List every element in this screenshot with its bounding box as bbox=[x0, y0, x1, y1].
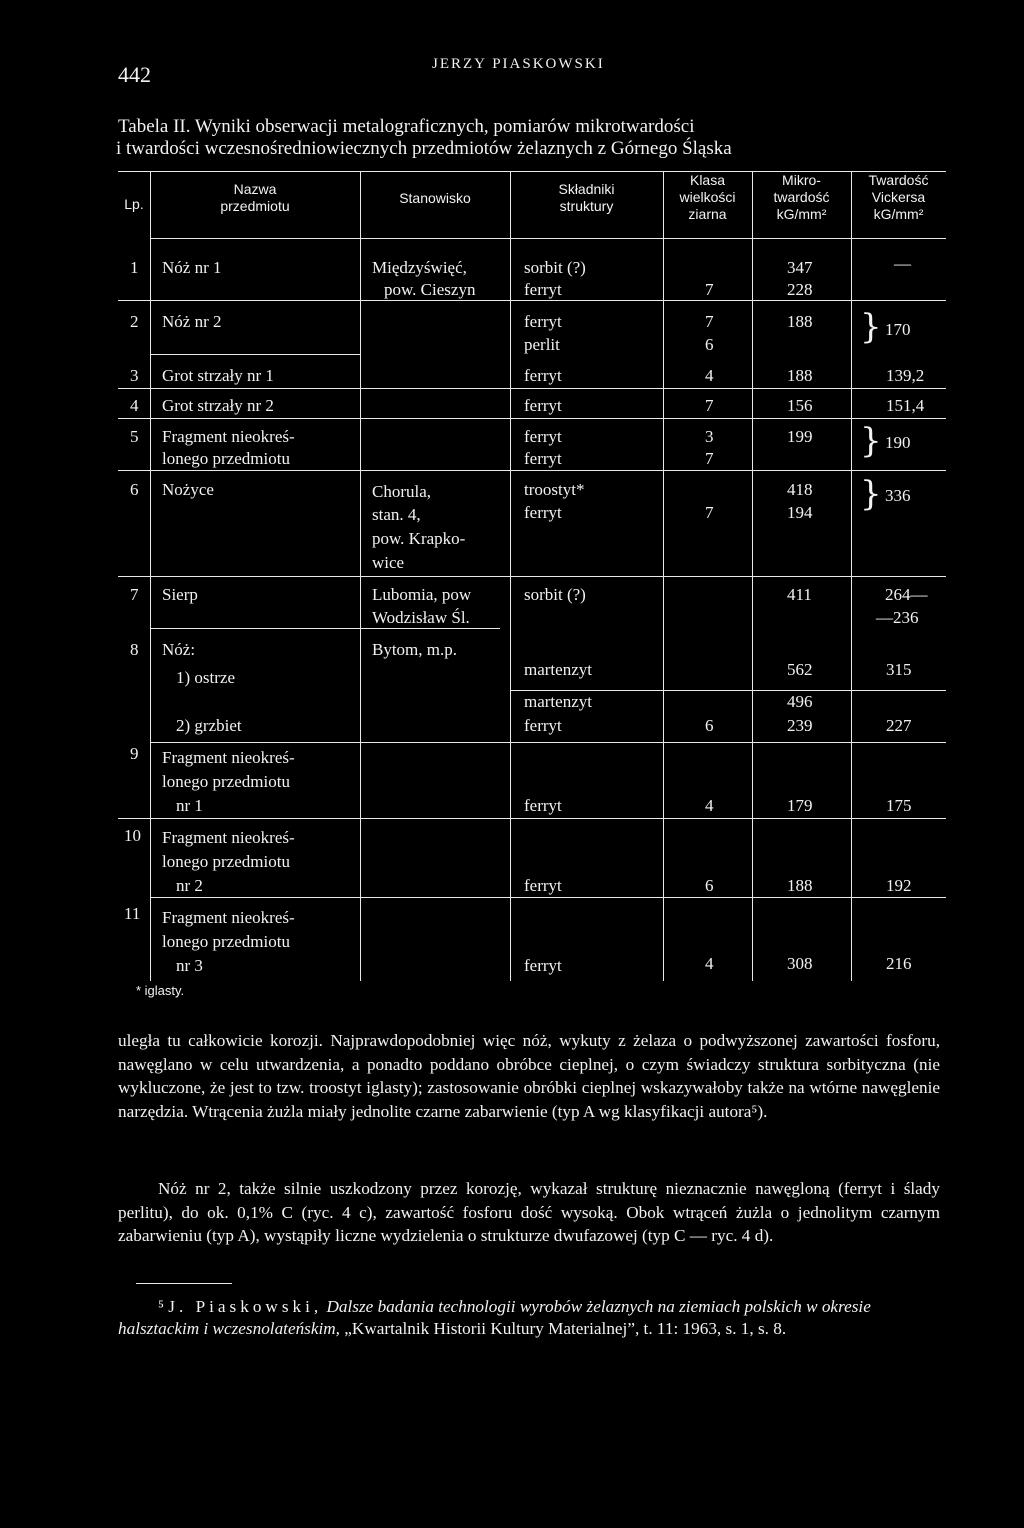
row-11-lp: 11 bbox=[124, 904, 141, 923]
row-5-klasa-1: 3 bbox=[705, 427, 714, 446]
row-8-skladnik-2: martenzyt bbox=[524, 692, 592, 711]
row-1-skladnik-2: ferryt bbox=[524, 280, 562, 299]
row-3-mikro: 188 bbox=[787, 366, 813, 385]
row-7-stanowisko-2: Wodzisław Śl. bbox=[372, 608, 470, 627]
row-5-nazwa-1: Fragment nieokreś- bbox=[162, 427, 295, 446]
footnote-rest: „Kwartalnik Historii Kultury Materialnej”, t. 11: 1963, s. 1, s. 8. bbox=[344, 1319, 787, 1338]
row-2-mikro: 188 bbox=[787, 312, 813, 331]
header-skladniki: Składniki struktury bbox=[558, 181, 615, 214]
row-2-klasa-2: 6 bbox=[705, 335, 714, 354]
row-6-stanowisko-1: Chorula, bbox=[372, 482, 432, 501]
row-10-mikro: 188 bbox=[787, 876, 813, 895]
row-9-nazwa-2: lonego przedmiotu bbox=[162, 772, 290, 791]
row-1-skladnik-1: sorbit (?) bbox=[524, 258, 586, 277]
row-1-mikro-1: 347 bbox=[787, 258, 813, 277]
row-5-brace: } bbox=[860, 421, 882, 461]
row-5-klasa-2: 7 bbox=[705, 449, 714, 468]
footnote-rule bbox=[136, 1283, 232, 1284]
row-6-brace: } bbox=[860, 474, 882, 514]
row-5-mikro: 199 bbox=[787, 427, 813, 446]
header-klasa: Klasa wielkości ziarna bbox=[679, 172, 736, 222]
row-8-mikro-1: 562 bbox=[787, 660, 813, 679]
row-11-nazwa-3: nr 3 bbox=[176, 956, 203, 975]
row-3-skladnik: ferryt bbox=[524, 366, 562, 385]
row-1-stanowisko-2: pow. Cieszyn bbox=[384, 280, 476, 299]
row-4-skladnik: ferryt bbox=[524, 396, 562, 415]
row-6-lp: 6 bbox=[130, 480, 139, 499]
row-5-nazwa-2: lonego przedmiotu bbox=[162, 449, 290, 468]
row-1-mikro-2: 228 bbox=[787, 280, 813, 299]
row-11-nazwa-2: lonego przedmiotu bbox=[162, 932, 290, 951]
row-10-klasa: 6 bbox=[705, 876, 714, 895]
row-1-vickers: — bbox=[894, 254, 911, 273]
paragraph-2: Nóż nr 2, także silnie uszkodzony przez korozję, wykazał strukturę nieznacznie nawęgloną (ferryt i ślady perlitu), do ok. 0,1% C (ryc. 4 c), zawartość fosforu dość wysoką. Obok wtrąceń żużla o jednolitym czarnym zabarwieniu (typ A), wystąpiły liczne wydzielenia o strukturze dwufazowej (typ C — ryc. 4 d). bbox=[118, 1179, 940, 1245]
row-5-lp: 5 bbox=[130, 427, 139, 446]
row-6-skladnik-2: ferryt bbox=[524, 503, 562, 522]
row-11-mikro: 308 bbox=[787, 954, 813, 973]
row-10-nazwa-3: nr 2 bbox=[176, 876, 203, 895]
row-4-klasa: 7 bbox=[705, 396, 714, 415]
row-9-klasa: 4 bbox=[705, 796, 714, 815]
row-11-skladnik: ferryt bbox=[524, 956, 562, 975]
row-8-klasa-3: 6 bbox=[705, 716, 714, 735]
row-2-skladnik-2: perlit bbox=[524, 335, 560, 354]
row-2-skladnik-1: ferryt bbox=[524, 312, 562, 331]
row-6-stanowisko-3: pow. Krapko- bbox=[372, 529, 466, 548]
row-8-skladnik-3: ferryt bbox=[524, 716, 562, 735]
row-3-lp: 3 bbox=[130, 366, 139, 385]
row-2-brace: } bbox=[860, 307, 882, 347]
header-lp: Lp. bbox=[124, 196, 144, 212]
row-7-lp: 7 bbox=[130, 585, 139, 604]
row-5-skladnik-2: ferryt bbox=[524, 449, 562, 468]
row-8-vickers-1: 315 bbox=[886, 660, 912, 679]
row-2-nazwa: Nóż nr 2 bbox=[162, 312, 222, 331]
row-9-nazwa-3: nr 1 bbox=[176, 796, 203, 815]
row-9-mikro: 179 bbox=[787, 796, 813, 815]
row-5-skladnik-1: ferryt bbox=[524, 427, 562, 446]
row-6-skladnik-1: troostyt* bbox=[524, 480, 585, 499]
table-footnote: * iglasty. bbox=[136, 983, 185, 998]
row-8-nazwa: Nóż: bbox=[162, 640, 196, 659]
row-7-nazwa: Sierp bbox=[162, 585, 198, 604]
footnote bbox=[118, 1296, 940, 1340]
row-6-nazwa: Nożyce bbox=[162, 480, 214, 499]
row-10-nazwa-1: Fragment nieokreś- bbox=[162, 828, 295, 847]
caption-line-2: i twardości wczesnośredniowiecznych przedmiotów żelaznych z Górnego Śląska bbox=[116, 138, 732, 159]
row-7-mikro: 411 bbox=[787, 585, 812, 604]
row-10-skladnik: ferryt bbox=[524, 876, 562, 895]
row-11-vickers: 216 bbox=[886, 954, 912, 973]
row-8-skladnik-1: martenzyt bbox=[524, 660, 592, 679]
caption-line-1: Tabela II. Wyniki obserwacji metalograficznych, pomiarów mikrotwardości bbox=[118, 116, 695, 137]
page-number: 442 bbox=[118, 62, 151, 87]
row-2-lp: 2 bbox=[130, 312, 139, 331]
row-8-vickers-3: 227 bbox=[886, 716, 912, 735]
running-head: JERZY PIASKOWSKI bbox=[432, 56, 605, 72]
row-10-vickers: 192 bbox=[886, 876, 912, 895]
row-6-vickers: 336 bbox=[885, 486, 911, 505]
row-7-vickers-2: —236 bbox=[876, 608, 919, 627]
row-1-klasa: 7 bbox=[705, 280, 714, 299]
paragraph-1: uległa tu całkowicie korozji. Najprawdopodobniej więc nóż, wykuty z żelaza o podwyższonej zawartości fosforu, nawęglano w celu utwardzenia, a ponadto poddano obróbce cieplnej, o czym świadczy struktura sorbityczna (nie wykluczone, że jest to tzw. troostyt iglasty); zastosowanie obróbki cieplnej wskazywałoby także na wtórne nawęglenie narzędzia. Wtrącenia żużla miały jednolite czarne zabarwienie (typ A wg klasyfikacji autora⁵). bbox=[118, 1031, 940, 1121]
row-5-vickers: 190 bbox=[885, 433, 911, 452]
row-3-nazwa: Grot strzały nr 1 bbox=[162, 366, 274, 385]
footnote-marker: ⁵ bbox=[158, 1297, 164, 1316]
row-11-klasa: 4 bbox=[705, 954, 714, 973]
footnote-title: Dalsze badania technologii wyrobów żelaznych na ziemiach polskich w okresie halsztackim i wczesnolateńskim, bbox=[118, 1297, 871, 1338]
row-9-vickers: 175 bbox=[886, 796, 912, 815]
row-2-vickers: 170 bbox=[885, 320, 911, 339]
row-9-skladnik: ferryt bbox=[524, 796, 562, 815]
row-6-klasa: 7 bbox=[705, 503, 714, 522]
header-mikrotwardosc: Mikro- twardość kG/mm² bbox=[773, 172, 830, 222]
row-8-sub-1: 1) ostrze bbox=[176, 668, 236, 687]
row-2-klasa-1: 7 bbox=[705, 312, 714, 331]
row-4-lp: 4 bbox=[130, 396, 139, 415]
row-7-skladnik: sorbit (?) bbox=[524, 585, 586, 604]
row-9-lp: 9 bbox=[130, 744, 139, 763]
row-8-sub-2: 2) grzbiet bbox=[176, 716, 242, 735]
header-vickers: Twardość Vickersa kG/mm² bbox=[868, 172, 929, 222]
row-8-lp: 8 bbox=[130, 640, 139, 659]
row-4-mikro: 156 bbox=[787, 396, 813, 415]
row-7-vickers-1: 264— bbox=[885, 585, 928, 604]
row-4-vickers: 151,4 bbox=[886, 396, 925, 415]
row-10-lp: 10 bbox=[124, 826, 141, 845]
row-11-nazwa-1: Fragment nieokreś- bbox=[162, 908, 295, 927]
row-8-mikro-3: 239 bbox=[787, 716, 813, 735]
row-1-lp: 1 bbox=[130, 258, 139, 277]
footnote-author: J. Piaskowski, bbox=[168, 1297, 323, 1316]
row-7-stanowisko-1: Lubomia, pow bbox=[372, 585, 472, 604]
row-10-nazwa-2: lonego przedmiotu bbox=[162, 852, 290, 871]
row-8-stanowisko: Bytom, m.p. bbox=[372, 640, 458, 659]
row-3-klasa: 4 bbox=[705, 366, 714, 385]
row-6-stanowisko-2: stan. 4, bbox=[372, 505, 421, 524]
row-6-mikro-1: 418 bbox=[787, 480, 813, 499]
row-6-mikro-2: 194 bbox=[787, 503, 813, 522]
row-9-nazwa-1: Fragment nieokreś- bbox=[162, 748, 295, 767]
table-caption bbox=[118, 116, 732, 160]
row-1-nazwa: Nóż nr 1 bbox=[162, 258, 222, 277]
row-8-mikro-2: 496 bbox=[787, 692, 813, 711]
row-1-stanowisko-1: Międzyświęć, bbox=[372, 258, 467, 277]
header-nazwa: Nazwa przedmiotu bbox=[220, 181, 290, 214]
row-3-vickers: 139,2 bbox=[886, 366, 925, 385]
row-6-stanowisko-4: wice bbox=[372, 553, 405, 572]
row-4-nazwa: Grot strzały nr 2 bbox=[162, 396, 274, 415]
header-stanowisko: Stanowisko bbox=[399, 190, 471, 206]
